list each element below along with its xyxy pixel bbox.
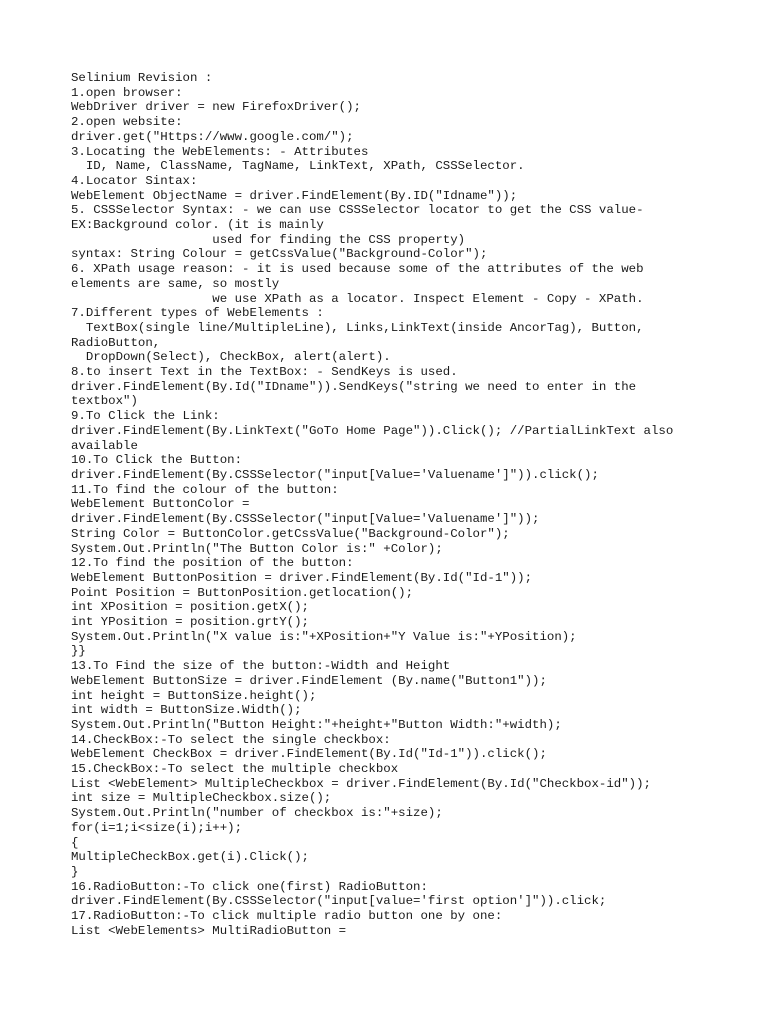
text-line: driver.FindElement(By.CSSSelector("input[value='first option']")).click; xyxy=(71,894,607,909)
text-line: ID, Name, ClassName, TagName, LinkText, XPath, CSSSelector. xyxy=(71,159,525,174)
text-line: driver.get("Https://www.google.com/"); xyxy=(71,129,354,144)
text-line: Point Position = ButtonPosition.getlocation(); xyxy=(71,585,414,600)
text-line: int height = ButtonSize.height(); xyxy=(71,688,317,703)
text-line: elements are same, so mostly xyxy=(71,276,280,291)
text-line: 16.RadioButton:-To click one(first) RadioButton: xyxy=(71,879,428,894)
text-line: 14.CheckBox:-To select the single checkbox: xyxy=(71,732,391,747)
text-line: 17.RadioButton:-To click multiple radio button one by one: xyxy=(71,909,503,924)
text-line: int XPosition = position.getX(); xyxy=(71,600,309,615)
text-line: 10.To Click the Button: xyxy=(71,453,243,468)
text-line: WebElement ButtonColor = xyxy=(71,497,250,512)
text-line: WebElement ButtonPosition = driver.FindElement(By.Id("Id-1")); xyxy=(71,570,533,585)
text-line: 11.To find the colour of the button: xyxy=(71,482,339,497)
text-line: WebDriver driver = new FirefoxDriver(); xyxy=(71,100,361,115)
text-line: WebElement ButtonSize = driver.FindElement (By.name("Button1")); xyxy=(71,673,547,688)
text-line: int YPosition = position.grtY(); xyxy=(71,615,309,630)
text-line: List <WebElements> MultiRadioButton = xyxy=(71,923,347,938)
text-line: 2.open website: xyxy=(71,115,183,130)
text-line: driver.FindElement(By.CSSSelector("input[Value='Valuename']")); xyxy=(71,512,540,527)
text-line: 3.Locating the WebElements: - Attributes xyxy=(71,144,369,159)
text-line: 6. XPath usage reason: - it is used because some of the attributes of the web xyxy=(71,262,644,277)
text-line: int width = ButtonSize.Width(); xyxy=(71,703,302,718)
text-line: List <WebElement> MultipleCheckbox = driver.FindElement(By.Id("Checkbox-id")); xyxy=(71,776,651,791)
text-line: System.Out.Println("Button Height:"+height+"Button Width:"+width); xyxy=(71,717,562,732)
text-line: we use XPath as a locator. Inspect Element - Copy - XPath. xyxy=(71,291,644,306)
text-line: String Color = ButtonColor.getCssValue("Background-Color"); xyxy=(71,526,510,541)
text-line: System.Out.Println("The Button Color is:" +Color); xyxy=(71,541,443,556)
text-line: driver.FindElement(By.CSSSelector("input[Value='Valuename']")).click(); xyxy=(71,467,599,482)
text-line: int size = MultipleCheckbox.size(); xyxy=(71,791,332,806)
text-line: for(i=1;i<size(i);i++); xyxy=(71,820,243,835)
text-line: 4.Locator Sintax: xyxy=(71,173,198,188)
text-line: System.Out.Println("number of checkbox is:"+size); xyxy=(71,806,443,821)
text-line: WebElement CheckBox = driver.FindElement(By.Id("Id-1")).click(); xyxy=(71,747,547,762)
text-line: textbox") xyxy=(71,394,138,409)
text-line: available xyxy=(71,438,138,453)
text-line: syntax: String Colour = getCssValue("Background-Color"); xyxy=(71,247,488,262)
text-line: TextBox(single line/MultipleLine), Links,LinkText(inside AncorTag), Button, xyxy=(71,320,644,335)
text-line: 13.To Find the size of the button:-Width and Height xyxy=(71,659,451,674)
text-line: System.Out.Println("X value is:"+XPosition+"Y Value is:"+YPosition); xyxy=(71,629,577,644)
text-line: EX:Background color. (it is mainly xyxy=(71,218,324,233)
text-line: 15.CheckBox:-To select the multiple checkbox xyxy=(71,762,399,777)
text-line: 1.open browser: xyxy=(71,85,183,100)
text-line: 8.to insert Text in the TextBox: - SendKeys is used. xyxy=(71,365,458,380)
text-line: MultipleCheckBox.get(i).Click(); xyxy=(71,850,309,865)
text-line: driver.FindElement(By.LinkText("GoTo Home Page")).Click(); //PartialLinkText also xyxy=(71,423,674,438)
text-line: 12.To find the position of the button: xyxy=(71,556,354,571)
text-line: { xyxy=(71,835,79,850)
text-line: 9.To Click the Link: xyxy=(71,409,220,424)
text-line: RadioButton, xyxy=(71,335,161,350)
text-line: WebElement ObjectName = driver.FindElement(By.ID("Idname")); xyxy=(71,188,518,203)
text-line: DropDown(Select), CheckBox, alert(alert). xyxy=(71,350,391,365)
text-line: Selinium Revision : xyxy=(71,71,213,85)
text-line: 5. CSSSelector Syntax: - we can use CSSSelector locator to get the CSS value- xyxy=(71,203,644,218)
text-line: }} xyxy=(71,644,86,659)
text-line: driver.FindElement(By.Id("IDname")).SendKeys("string we need to enter in the xyxy=(71,379,637,394)
text-line: used for finding the CSS property) xyxy=(71,232,466,247)
text-line: } xyxy=(71,864,79,879)
document-body xyxy=(71,71,711,938)
text-line: 7.Different types of WebElements : xyxy=(71,306,324,321)
